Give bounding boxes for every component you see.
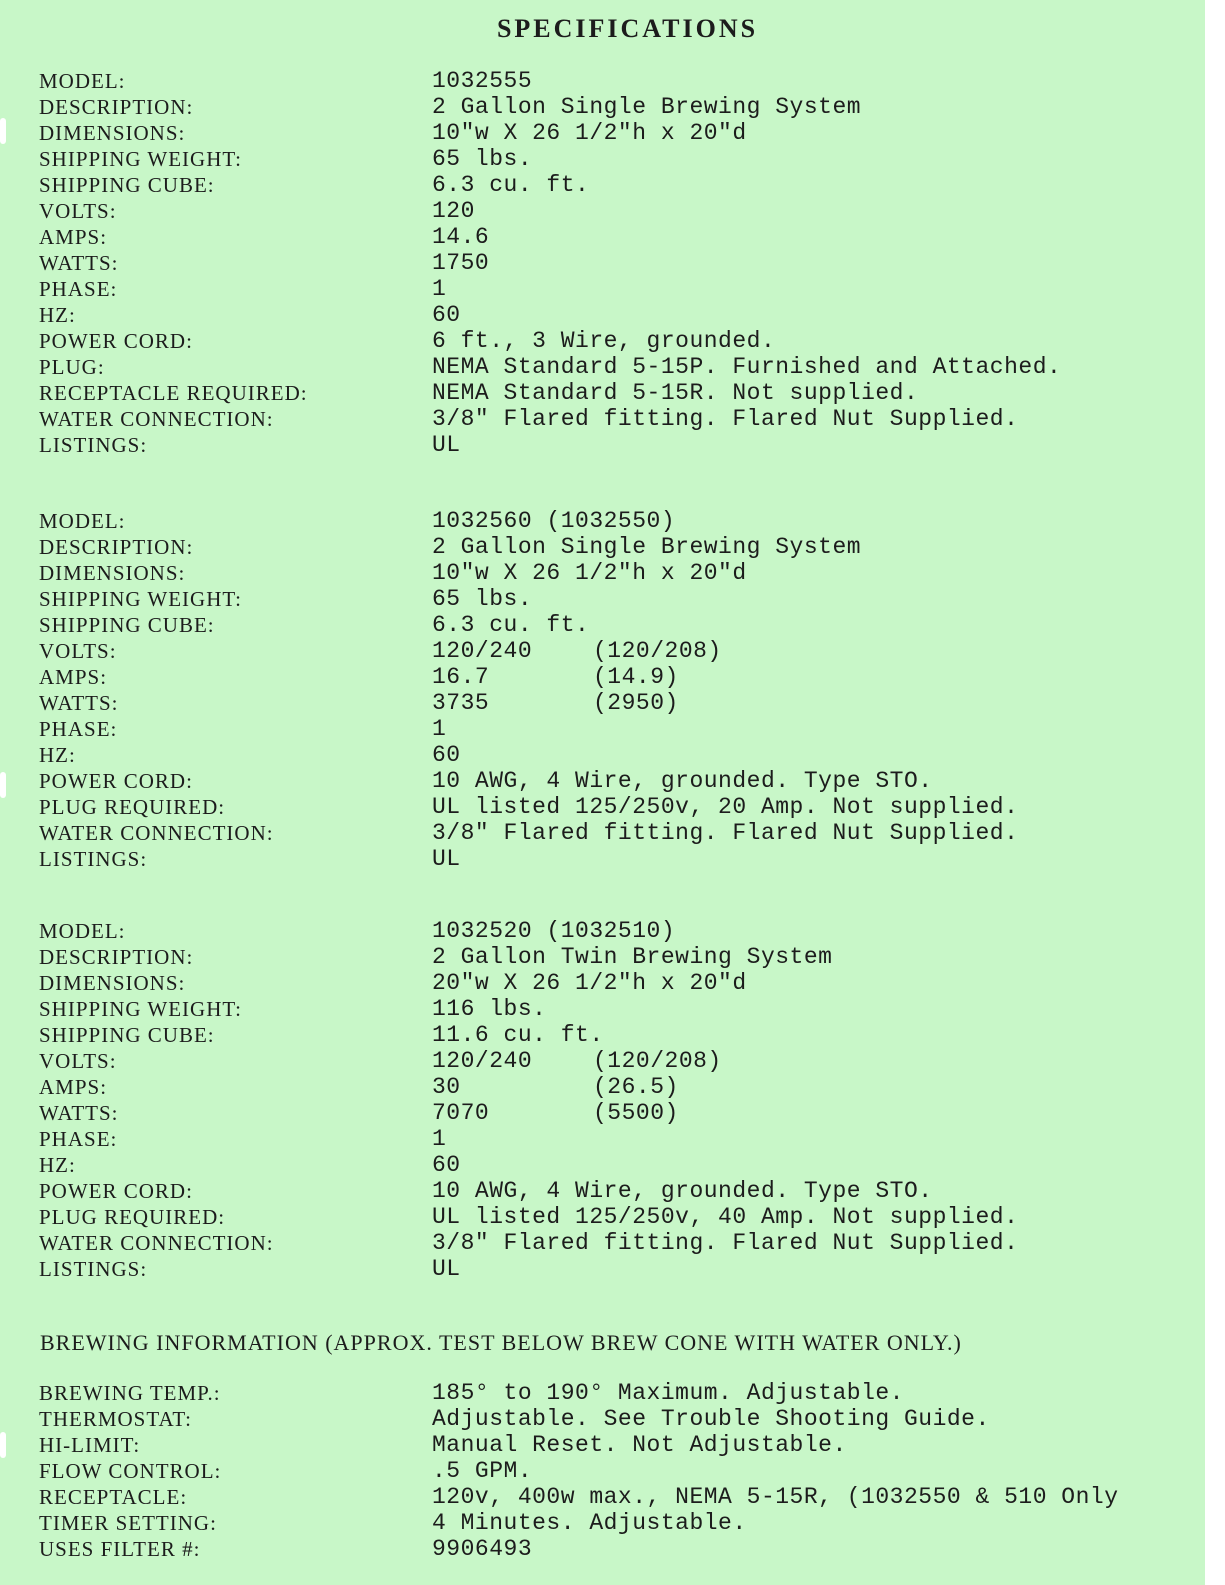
spec-row (0, 302, 1205, 328)
spec-value: 60 (432, 302, 461, 328)
spec-label: DIMENSIONS: (39, 121, 186, 145)
spec-row (0, 328, 1205, 354)
spec-row (0, 68, 1205, 94)
spec-row (0, 1022, 1205, 1048)
spec-row (0, 1100, 1205, 1126)
spec-label: HZ: (39, 1153, 76, 1177)
spec-value: 1 (432, 716, 447, 742)
spec-row (0, 742, 1205, 768)
spec-row (0, 250, 1205, 276)
spec-value: 10"w X 26 1/2"h x 20"d (432, 560, 747, 586)
spec-row (0, 1126, 1205, 1152)
page-title: SPECIFICATIONS (496, 14, 759, 43)
spec-label: WATTS: (39, 251, 119, 275)
spec-value: 1 (432, 276, 447, 302)
spec-alt-value: (26.5) (593, 1074, 679, 1100)
spec-label: VOLTS: (39, 1049, 117, 1073)
spec-label: PLUG REQUIRED: (39, 795, 226, 819)
spec-alt-value: (14.9) (593, 664, 679, 690)
spec-row (0, 1484, 1205, 1510)
spec-value: 2 Gallon Twin Brewing System (432, 944, 833, 970)
spec-row (0, 560, 1205, 586)
spec-value: 10"w X 26 1/2"h x 20"d (432, 120, 747, 146)
spec-label: AMPS: (39, 1075, 108, 1099)
spec-label: WATTS: (39, 1101, 119, 1125)
spec-row (0, 586, 1205, 612)
spec-value: 10 AWG, 4 Wire, grounded. Type STO. (432, 1178, 933, 1204)
spec-value: 14.6 (432, 224, 490, 250)
spec-value: 3/8" Flared fitting. Flared Nut Supplied. (432, 406, 1019, 432)
spec-row (0, 432, 1205, 458)
spec-value: 3/8" Flared fitting. Flared Nut Supplied. (432, 1230, 1019, 1256)
spec-label: POWER CORD: (39, 769, 193, 793)
spec-label: SHIPPING CUBE: (39, 1023, 215, 1047)
spec-label: DIMENSIONS: (39, 971, 186, 995)
spec-value: Adjustable. See Trouble Shooting Guide. (432, 1406, 990, 1432)
spec-alt-value: (5500) (593, 1100, 679, 1126)
spec-value: 1032520 (1032510) (432, 918, 676, 944)
spec-row (0, 146, 1205, 172)
spec-row (0, 820, 1205, 846)
spec-label: THERMOSTAT: (39, 1407, 192, 1431)
spec-row (0, 224, 1205, 250)
spec-label: RECEPTACLE: (39, 1485, 188, 1509)
spec-value: 1750 (432, 250, 490, 276)
spec-value: 4 Minutes. Adjustable. (432, 1510, 747, 1536)
spec-value: 65 lbs. (432, 586, 533, 612)
spec-value: 3/8" Flared fitting. Flared Nut Supplied. (432, 820, 1019, 846)
spec-row (0, 198, 1205, 224)
spec-label: PHASE: (39, 717, 118, 741)
spec-label: SHIPPING WEIGHT: (39, 997, 242, 1021)
spec-row (0, 1380, 1205, 1406)
spec-label: WATTS: (39, 691, 119, 715)
spec-row (0, 918, 1205, 944)
spec-row (0, 276, 1205, 302)
model-spec-block (0, 918, 1205, 1282)
spec-row (0, 1458, 1205, 1484)
spec-value: 120v, 400w max., NEMA 5-15R, (1032550 & 510 Only (432, 1484, 1119, 1510)
model-spec-block (0, 68, 1205, 458)
spec-label: PLUG REQUIRED: (39, 1205, 226, 1229)
spec-label: SHIPPING WEIGHT: (39, 587, 242, 611)
spec-value: 6.3 cu. ft. (432, 172, 590, 198)
spec-value: UL listed 125/250v, 40 Amp. Not supplied. (432, 1204, 1019, 1230)
spec-row (0, 612, 1205, 638)
spec-label: WATER CONNECTION: (39, 407, 274, 431)
spec-label: DESCRIPTION: (39, 95, 194, 119)
spec-label: PHASE: (39, 277, 118, 301)
spec-row (0, 716, 1205, 742)
spec-row (0, 354, 1205, 380)
spec-row (0, 1432, 1205, 1458)
model-spec-block (0, 508, 1205, 872)
spec-label: MODEL: (39, 919, 126, 943)
spec-label: LISTINGS: (39, 1257, 148, 1281)
spec-row (0, 996, 1205, 1022)
spec-value: .5 GPM. (432, 1458, 533, 1484)
spec-row (0, 380, 1205, 406)
spec-label: PHASE: (39, 1127, 118, 1151)
spec-label: DIMENSIONS: (39, 561, 186, 585)
spec-value: 120 (432, 198, 475, 224)
spec-value: 60 (432, 1152, 461, 1178)
spec-label: HZ: (39, 303, 76, 327)
spec-value: 116 lbs. (432, 996, 547, 1022)
spec-value: 2 Gallon Single Brewing System (432, 534, 862, 560)
spec-label: SHIPPING CUBE: (39, 613, 215, 637)
spec-value: 6 ft., 3 Wire, grounded. (432, 328, 776, 354)
spec-value: UL (432, 1256, 461, 1282)
spec-value: 10 AWG, 4 Wire, grounded. Type STO. (432, 768, 933, 794)
spec-value: 6.3 cu. ft. (432, 612, 590, 638)
spec-value: 65 lbs. (432, 146, 533, 172)
spec-label: AMPS: (39, 665, 108, 689)
spec-label: SHIPPING CUBE: (39, 173, 215, 197)
spec-value: NEMA Standard 5-15P. Furnished and Attached. (432, 354, 1062, 380)
spec-row (0, 1178, 1205, 1204)
spec-label: WATER CONNECTION: (39, 821, 274, 845)
spec-row (0, 846, 1205, 872)
spec-row (0, 94, 1205, 120)
spec-label: DESCRIPTION: (39, 945, 194, 969)
spec-label: VOLTS: (39, 639, 117, 663)
spec-value: 120/240 (432, 1048, 533, 1074)
spec-value: NEMA Standard 5-15R. Not supplied. (432, 380, 919, 406)
brewing-info-heading: BREWING INFORMATION (APPROX. TEST BELOW BREW CONE WITH WATER ONLY.) (40, 1330, 962, 1355)
spec-alt-value: (120/208) (593, 1048, 722, 1074)
spec-value: UL listed 125/250v, 20 Amp. Not supplied. (432, 794, 1019, 820)
spec-value: 16.7 (432, 664, 490, 690)
spec-row (0, 944, 1205, 970)
spec-row (0, 970, 1205, 996)
spec-label: WATER CONNECTION: (39, 1231, 274, 1255)
spec-value: 1032560 (1032550) (432, 508, 676, 534)
spec-value: 9906493 (432, 1536, 533, 1562)
spec-value: 1032555 (432, 68, 533, 94)
spec-value: 120/240 (432, 638, 533, 664)
spec-value: 11.6 cu. ft. (432, 1022, 604, 1048)
spec-value: 30 (432, 1074, 461, 1100)
spec-row (0, 794, 1205, 820)
spec-value: 185° to 190° Maximum. Adjustable. (432, 1380, 904, 1406)
brewing-info-block (0, 1380, 1205, 1562)
spec-label: MODEL: (39, 69, 126, 93)
spec-row (0, 1074, 1205, 1100)
spec-label: PLUG: (39, 355, 105, 379)
spec-row (0, 1256, 1205, 1282)
spec-label: HZ: (39, 743, 76, 767)
spec-row (0, 1204, 1205, 1230)
spec-row (0, 1230, 1205, 1256)
spec-label: AMPS: (39, 225, 108, 249)
spec-row (0, 1048, 1205, 1074)
spec-value: 1 (432, 1126, 447, 1152)
spec-row (0, 1510, 1205, 1536)
spec-row (0, 1152, 1205, 1178)
spec-row (0, 664, 1205, 690)
spec-row (0, 508, 1205, 534)
spec-row (0, 638, 1205, 664)
spec-value: 7070 (432, 1100, 490, 1126)
spec-row (0, 768, 1205, 794)
spec-value: UL (432, 846, 461, 872)
spec-value: 20"w X 26 1/2"h x 20"d (432, 970, 747, 996)
spec-label: TIMER SETTING: (39, 1511, 217, 1535)
spec-label: BREWING TEMP.: (39, 1381, 221, 1405)
spec-label: POWER CORD: (39, 1179, 193, 1203)
spec-alt-value: (2950) (593, 690, 679, 716)
spec-label: FLOW CONTROL: (39, 1459, 222, 1483)
spec-value: UL (432, 432, 461, 458)
spec-row (0, 690, 1205, 716)
spec-label: RECEPTACLE REQUIRED: (39, 381, 308, 405)
spec-row (0, 1536, 1205, 1562)
spec-row (0, 172, 1205, 198)
spec-value: 60 (432, 742, 461, 768)
spec-value: 3735 (432, 690, 490, 716)
spec-label: HI-LIMIT: (39, 1433, 141, 1457)
spec-value: Manual Reset. Not Adjustable. (432, 1432, 847, 1458)
spec-row (0, 120, 1205, 146)
spec-row (0, 1406, 1205, 1432)
spec-label: LISTINGS: (39, 847, 148, 871)
spec-alt-value: (120/208) (593, 638, 722, 664)
spec-label: LISTINGS: (39, 433, 148, 457)
spec-label: MODEL: (39, 509, 126, 533)
spec-label: USES FILTER #: (39, 1537, 201, 1561)
spec-row (0, 406, 1205, 432)
spec-label: VOLTS: (39, 199, 117, 223)
spec-value: 2 Gallon Single Brewing System (432, 94, 862, 120)
spec-label: DESCRIPTION: (39, 535, 194, 559)
spec-row (0, 534, 1205, 560)
spec-label: SHIPPING WEIGHT: (39, 147, 242, 171)
spec-label: POWER CORD: (39, 329, 193, 353)
